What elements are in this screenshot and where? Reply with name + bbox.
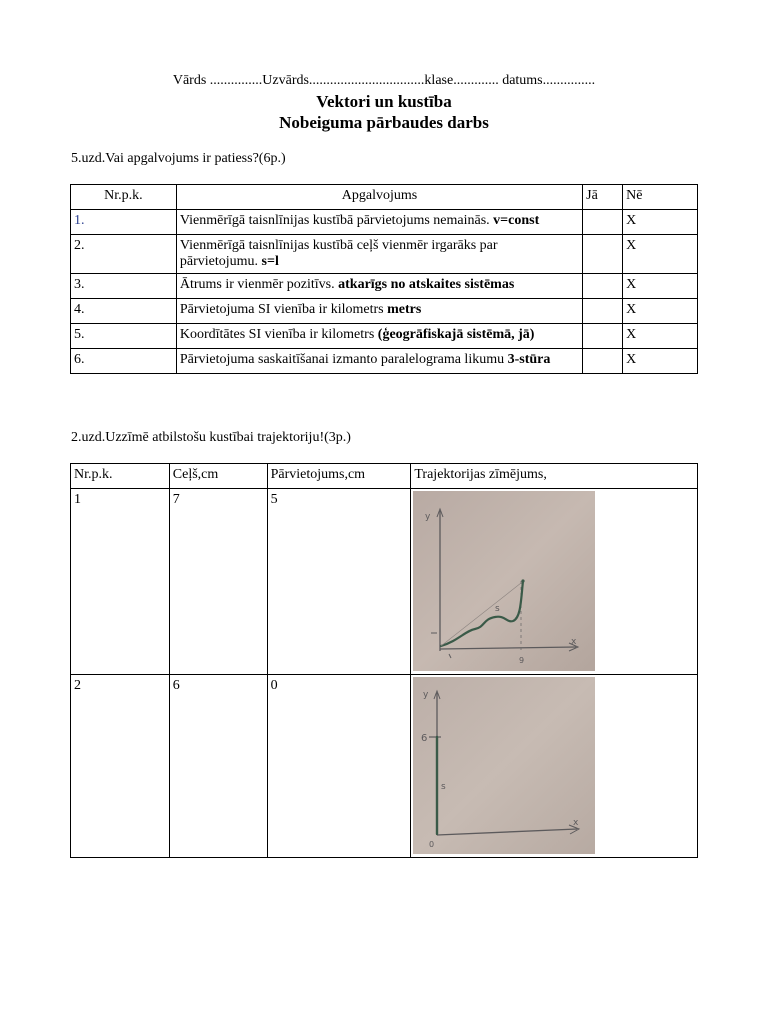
- table-row: [71, 489, 698, 675]
- statement-text: Ātrums ir vienmēr pozitīvs.: [179, 277, 339, 292]
- no-cell[interactable]: X: [623, 324, 698, 349]
- trajectory-table: [70, 463, 698, 858]
- page-subtitle: Nobeiguma pārbaudes darbs: [279, 113, 489, 132]
- statement-text: Vienmērīgā taisnlīnijas kustībā ceļš vienmēr irgarāks par pārvietojumu.: [179, 238, 498, 269]
- task5-heading: 5.uzd.Vai apgalvojums ir patiess?(6p.): [71, 151, 286, 166]
- col-header-yes: Jā: [583, 185, 623, 210]
- no-cell[interactable]: X: [623, 210, 698, 235]
- table-header-row: [71, 464, 698, 489]
- no-cell[interactable]: X: [623, 274, 698, 299]
- statement-answer: atkarīgs no atskaites sistēmas: [338, 277, 515, 292]
- table-row: [71, 675, 698, 858]
- statement-cell: [176, 324, 582, 349]
- statements-table: [70, 184, 698, 374]
- no-cell[interactable]: X: [623, 235, 698, 274]
- statement-answer: v=const: [493, 213, 540, 228]
- row-number: 3.: [71, 274, 177, 299]
- sketch-x-label: x: [571, 637, 577, 647]
- drawing-cell: [411, 489, 698, 675]
- no-cell[interactable]: X: [623, 349, 698, 374]
- statement-cell: [176, 349, 582, 374]
- yes-cell[interactable]: [583, 349, 623, 374]
- col-header-statement: Apgalvojums: [176, 185, 582, 210]
- row-number: 4.: [71, 299, 177, 324]
- table-row: [71, 210, 698, 235]
- page-title: Vektori un kustība: [316, 92, 452, 111]
- row-number: 5.: [71, 324, 177, 349]
- statement-answer: s=l: [261, 254, 279, 269]
- statement-answer: 3-stūra: [507, 352, 551, 367]
- table-row: [71, 299, 698, 324]
- row-number: 1: [71, 489, 170, 675]
- sketch-y-tick: 6: [421, 733, 428, 744]
- statement-cell: [176, 299, 582, 324]
- statement-cell: [176, 235, 582, 274]
- statement-text: Koordītātes SI vienība ir kilometrs: [179, 327, 378, 342]
- table-row: [71, 324, 698, 349]
- yes-cell[interactable]: [583, 210, 623, 235]
- statement-text: Vienmērīgā taisnlīnijas kustībā pārvietojums nemainās.: [179, 213, 494, 228]
- sketch-y-label: y: [425, 512, 431, 522]
- statement-answer: metrs: [387, 302, 422, 317]
- student-info-line: Vārds ...............Uzvārds.................................klase............. datums...............: [172, 73, 596, 88]
- sketch-origin-label: 0: [429, 840, 435, 849]
- sketch-s-label: s: [441, 782, 447, 792]
- yes-cell[interactable]: [583, 235, 623, 274]
- displacement-cell: 0: [267, 675, 411, 858]
- col-header-no: Nē: [623, 185, 698, 210]
- row-number: 2.: [71, 235, 177, 274]
- row-number: 2: [71, 675, 170, 858]
- task2-heading: 2.uzd.Uzzīmē atbilstošu kustībai trajektoriju!(3p.): [71, 430, 351, 445]
- statement-text: Pārvietojuma saskaitīšanai izmanto paralelograma likumu: [179, 352, 508, 367]
- sketch-x-label: x: [573, 818, 579, 828]
- yes-cell[interactable]: [583, 274, 623, 299]
- col-header-nr: Nr.p.k.: [71, 185, 177, 210]
- path-cell: 6: [169, 675, 267, 858]
- table-row: [71, 235, 698, 274]
- row-number: 6.: [71, 349, 177, 374]
- yes-cell[interactable]: [583, 324, 623, 349]
- col-header-drawing: Trajektorijas zīmējums,: [411, 464, 698, 489]
- path-cell: 7: [169, 489, 267, 675]
- drawing-cell: [411, 675, 698, 858]
- sketch-x-tick: 9: [519, 656, 525, 665]
- trajectory-sketch-photo: [413, 491, 595, 671]
- statement-cell: [176, 274, 582, 299]
- sketch-s-label: s: [495, 604, 501, 614]
- displacement-cell: 5: [267, 489, 411, 675]
- col-header-path: Ceļš,cm: [169, 464, 267, 489]
- col-header-nr: Nr.p.k.: [71, 464, 170, 489]
- sketch-y-label: y: [423, 690, 429, 700]
- col-header-displacement: Pārvietojums,cm: [267, 464, 411, 489]
- statement-answer: (ģeogrāfiskajā sistēmā, jā): [377, 327, 535, 342]
- row-number: 1.: [71, 210, 177, 235]
- table-row: [71, 349, 698, 374]
- table-header-row: [71, 185, 698, 210]
- statement-cell: [176, 210, 582, 235]
- statement-text: Pārvietojuma SI vienība ir kilometrs: [179, 302, 388, 317]
- table-row: [71, 274, 698, 299]
- trajectory-sketch-photo: [413, 677, 595, 854]
- yes-cell[interactable]: [583, 299, 623, 324]
- no-cell[interactable]: X: [623, 299, 698, 324]
